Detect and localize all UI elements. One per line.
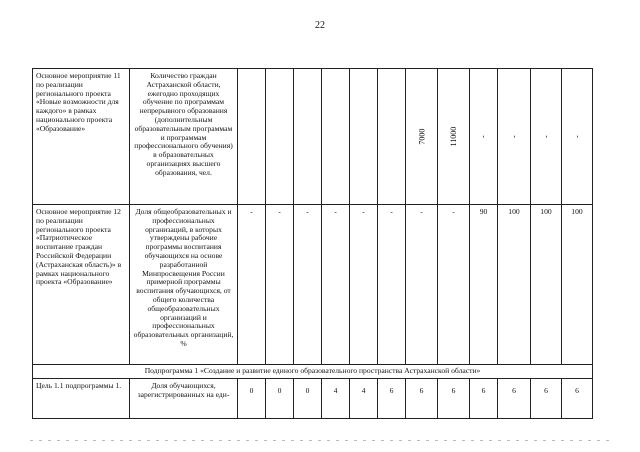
- value-cell: [266, 69, 294, 205]
- measure-cell: Основное мероприятие 11 по реализации регионального проекта «Новые возможности для каждого» в рамках национального проекта «Образование»: [33, 69, 130, 205]
- subprogram-title: Подпрограмма 1 «Создание и развитие единого образовательного пространства Астраханской области»: [33, 365, 593, 379]
- subprogram-row: [33, 365, 593, 379]
- scan-artifact-line: [30, 440, 610, 441]
- value-cell: -: [266, 205, 294, 365]
- value-cell: 0: [266, 378, 294, 418]
- indicator-cell: Количество граждан Астраханской области, ежегодно проходящих обучение по программам непрерывного образования (дополнительным образовательным программам и программам профессионального обучения) в образовательных организациях высшего образования, чел.: [130, 69, 238, 205]
- value-cell: -: [406, 205, 438, 365]
- value-cell: -: [438, 205, 470, 365]
- value-cell: [378, 69, 406, 205]
- value-cell: -: [322, 205, 350, 365]
- value-cell: 6: [470, 378, 498, 418]
- value-cell: 4: [350, 378, 378, 418]
- value-cell: 100: [562, 205, 593, 365]
- value-cell: 90: [470, 205, 498, 365]
- value-cell: [322, 69, 350, 205]
- table-row: [33, 378, 593, 418]
- value-cell: -: [238, 205, 266, 365]
- value-cell: -: [498, 69, 531, 205]
- value-cell: 100: [531, 205, 562, 365]
- measure-cell: Цель 1.1 подпрограммы 1.: [33, 378, 130, 418]
- indicator-cell: Доля обучающихся, зарегистрированных на еди-: [130, 378, 238, 418]
- value-cell: 6: [438, 378, 470, 418]
- value-cell: -: [562, 69, 593, 205]
- value-cell: 0: [238, 378, 266, 418]
- value-cell: 100: [498, 205, 531, 365]
- table-row: [33, 69, 593, 205]
- value-cell: [294, 69, 322, 205]
- value-cell: 6: [498, 378, 531, 418]
- value-cell: 6: [406, 378, 438, 418]
- value-cell: [350, 69, 378, 205]
- measure-cell: Основное мероприятие 12 по реализации регионального проекта «Патриотическое воспитание граждан Российской Федерации (Астраханская область)» в рамках национального проекта «Образование»: [33, 205, 130, 365]
- value-cell: -: [294, 205, 322, 365]
- value-cell: 7000: [406, 69, 438, 205]
- value-cell: [238, 69, 266, 205]
- table-row: [33, 205, 593, 365]
- value-cell: -: [531, 69, 562, 205]
- value-cell: 6: [378, 378, 406, 418]
- page-number: 22: [315, 20, 325, 31]
- value-cell: -: [350, 205, 378, 365]
- value-cell: -: [378, 205, 406, 365]
- indicator-cell: Доля общеобразовательных и профессиональных организаций, в которых утверждены рабочие программы воспитания обучающихся на основе разработанной Минпросвещения России примерной программы воспитания обучающихся, от общего количества общеобразовательных организаций и профессиональных образовательных организаций, %: [130, 205, 238, 365]
- value-cell: 0: [294, 378, 322, 418]
- value-cell: 11000: [438, 69, 470, 205]
- indicators-table: [32, 68, 593, 419]
- value-cell: 6: [562, 378, 593, 418]
- value-cell: 4: [322, 378, 350, 418]
- value-cell: 6: [531, 378, 562, 418]
- value-cell: -: [470, 69, 498, 205]
